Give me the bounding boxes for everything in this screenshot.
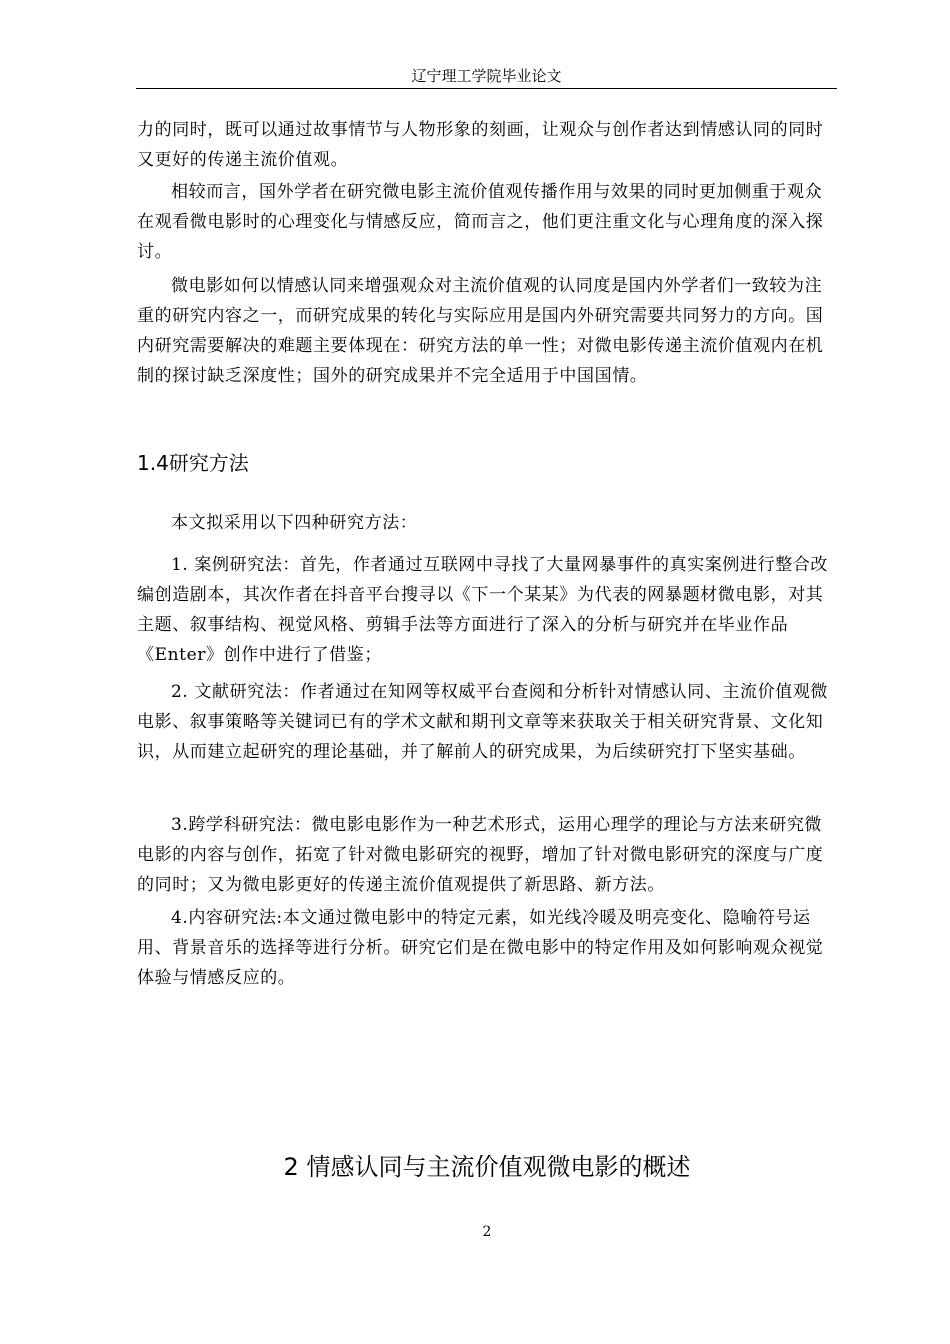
methods-intro: 本文拟采用以下四种研究方法： <box>171 513 418 533</box>
method-literature-review: 2. 文献研究法：作者通过在知网等权威平台查阅和分析针对情感认同、主流价值观微电影、叙事策略等关键词已有的学术文献和期刊文章等来获取关于相关研究背景、文化知识，从而建立起研究的理论基础，并了解前人的研究成果，为后续研究打下坚实基础。 <box>137 682 829 762</box>
paragraph-research-summary: 微电影如何以情感认同来增强观众对主流价值观的认同度是国内外学者们一致较为注重的研究内容之一，而研究成果的转化与实际应用是国内外研究需要共同努力的方向。国内研究需要解决的难题主要体现在：研究方法的单一性；对微电影传递主流价值观内在机制的探讨缺乏深度性；国外的研究成果并不完全适用于中国国情。 <box>137 276 824 386</box>
method-content-analysis: 4.内容研究法:本文通过微电影中的特定元素，如光线冷暖及明亮变化、隐喻符号运用、背景音乐的选择等进行分析。研究它们是在微电影中的特定作用及如何影响观众视觉体验与情感反应的。 <box>137 908 824 988</box>
method-interdisciplinary: 3.跨学科研究法：微电影电影作为一种艺术形式，运用心理学的理论与方法来研究微电影的内容与创作，拓宽了针对微电影研究的视野，增加了针对微电影研究的深度与广度的同时；又为微电影更好的传递主流价值观提供了新思路、新方法。 <box>137 815 824 895</box>
section-heading-research-methods: 1.4研究方法 <box>137 451 249 475</box>
paragraph-continuation: 力的同时，既可以通过故事情节与人物形象的刻画，让观众与创作者达到情感认同的同时又更好的传递主流价值观。 <box>137 120 824 170</box>
method-case-study: 1. 案例研究法：首先，作者通过互联网中寻找了大量网暴事件的真实案例进行整合改编创造剧本，其次作者在抖音平台搜寻以《下一个某某》为代表的网暴题材微电影，对其主题、叙事结构、视觉风格、剪辑手法等方面进行了深入的分析与研究并在毕业作品《Enter》创作中进行了借鉴； <box>137 555 829 665</box>
chapter-heading: 2 情感认同与主流价值观微电影的概述 <box>283 1153 691 1181</box>
paragraph-foreign-research: 相较而言，国外学者在研究微电影主流价值观传播作用与效果的同时更加侧重于观众在观看微电影时的心理变化与情感反应，简而言之，他们更注重文化与心理角度的深入探讨。 <box>137 182 824 262</box>
page-header: 辽宁理工学院毕业论文 <box>136 66 837 89</box>
page-number: 2 <box>482 1224 492 1240</box>
